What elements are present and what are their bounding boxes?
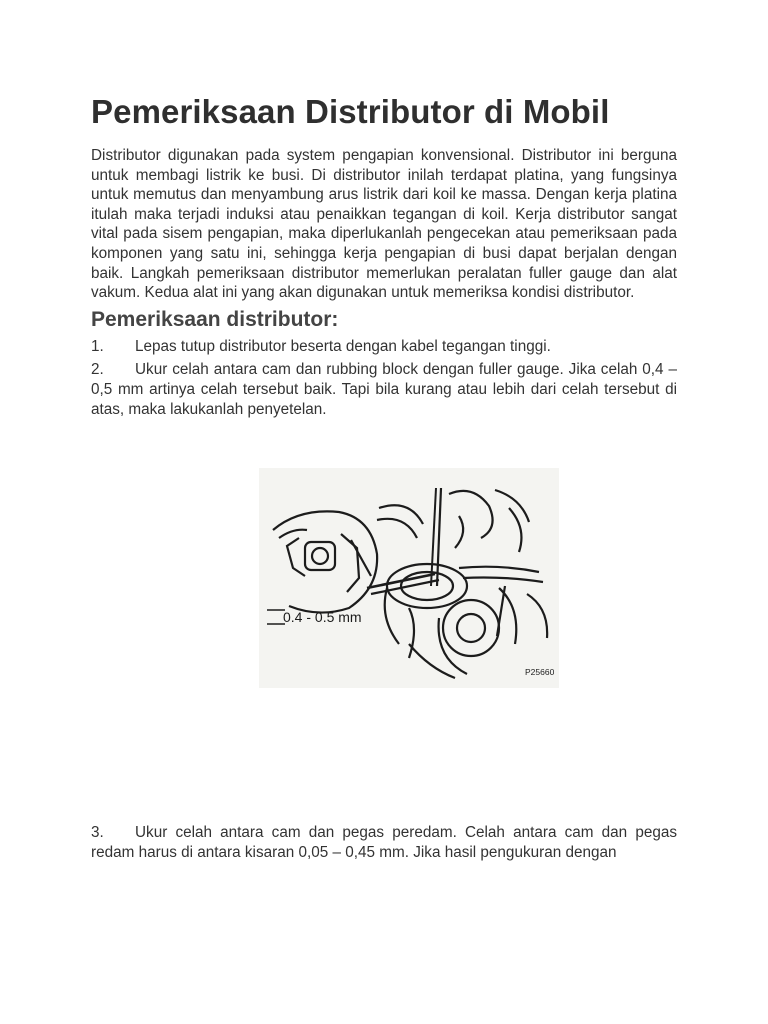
step-number: 3. (91, 824, 104, 841)
page-title: Pemeriksaan Distributor di Mobil (91, 93, 610, 130)
gap-measure-label: 0.4 - 0.5 mm (283, 609, 362, 625)
distributor-gap-illustration (259, 468, 559, 688)
step-text: Ukur celah antara cam dan pegas peredam. Celah antara cam dan pegas redam harus di antara kisaran 0,05 – 0,45 mm. Jika hasil pengukuran dengan (91, 824, 677, 861)
step-text: Lepas tutup distributor beserta dengan kabel tegangan tinggi. (135, 337, 551, 355)
step-number: 2. (91, 361, 104, 379)
step-item (91, 360, 677, 419)
figure-code: P25660 (525, 667, 555, 677)
document-page (91, 90, 677, 419)
illustration-drawing (259, 468, 559, 688)
step-number: 1. (91, 337, 104, 355)
step-item (91, 337, 677, 357)
intro-paragraph: Distributor digunakan pada system pengapian konvensional. Distributor ini berguna untuk membagi listrik ke busi. Di distributor inilah terdapat platina, yang fungsinya untuk memutus dan menyambung arus listrik dari koil ke massa. Dengan kerja platina itulah maka terjadi induksi atau penaikkan tegangan di koil. Kerja distributor sangat vital pada sisem pengapian, maka diperlukanlah pengecekan atau pemeriksaan pada komponen yang satu ini, sehingga kerja pengapian di busi dapat berjalan dengan baik. Langkah pemeriksaan distributor memerlukan peralatan fuller gauge dan alat vakum. Kedua alat ini yang akan digunakan untuk memeriksa kondisi distributor. (91, 147, 677, 302)
step-item (91, 823, 677, 862)
section-heading: Pemeriksaan distributor: (91, 307, 339, 331)
step-text: Ukur celah antara cam dan rubbing block dengan fuller gauge. Jika celah 0,4 – 0,5 mm artinya celah tersebut baik. Tapi bila kurang atau lebih dari celah tersebut di atas, maka lakukanlah penyetelan. (91, 361, 677, 418)
